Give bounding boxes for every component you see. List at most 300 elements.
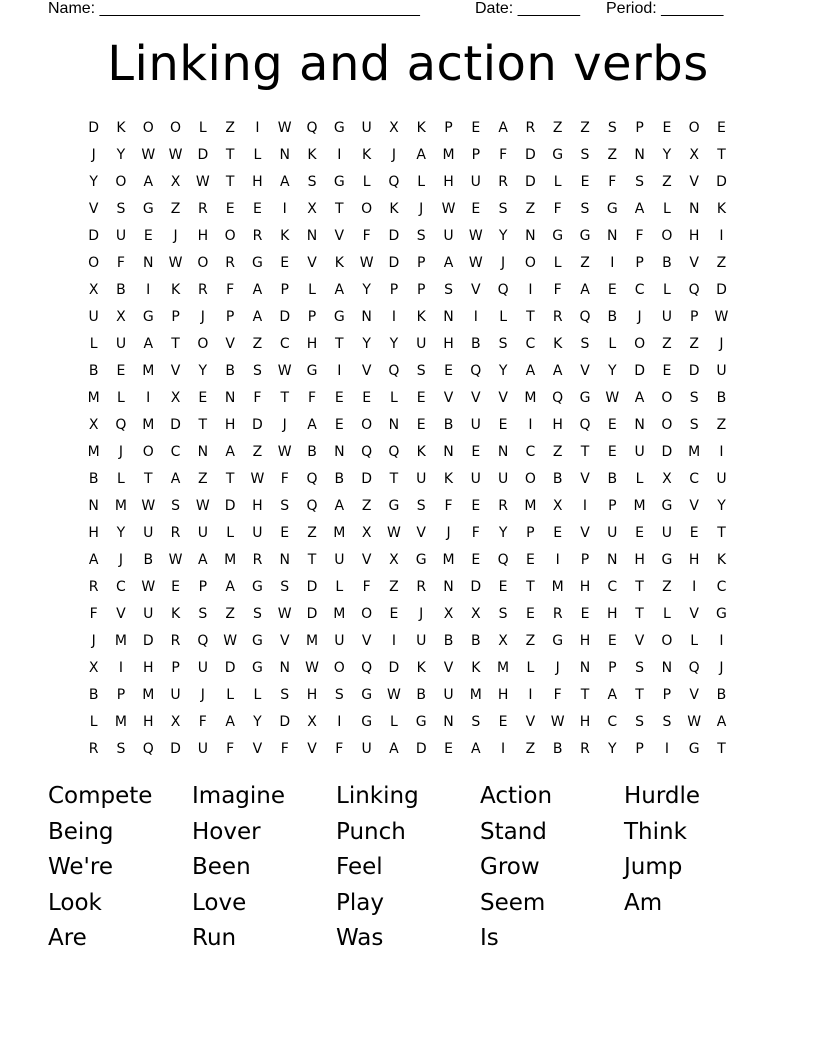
- grid-letter: G: [333, 173, 345, 190]
- grid-letter: Y: [362, 335, 371, 352]
- grid-letter: U: [661, 308, 672, 325]
- grid-letter: L: [226, 686, 235, 703]
- grid-letter: E: [607, 632, 617, 649]
- grid-letter: E: [334, 416, 344, 433]
- grid-letter: P: [416, 281, 426, 298]
- grid-letter: U: [197, 524, 208, 541]
- grid-row: [80, 573, 736, 600]
- grid-letter: Q: [388, 362, 400, 379]
- grid-letter: I: [282, 200, 287, 217]
- grid-letter: Y: [89, 173, 98, 190]
- grid-letter: M: [524, 497, 537, 514]
- grid-letter: V: [580, 524, 590, 541]
- grid-letter: C: [716, 578, 727, 595]
- grid-letter: Z: [580, 119, 590, 136]
- grid-letter: Q: [388, 443, 400, 460]
- grid-letter: L: [226, 524, 235, 541]
- grid-letter: G: [716, 605, 727, 622]
- grid-letter: U: [252, 524, 263, 541]
- grid-letter: W: [141, 497, 156, 514]
- grid-letter: R: [225, 254, 235, 271]
- grid-letter: J: [118, 443, 124, 460]
- grid-letter: G: [388, 497, 400, 514]
- grid-letter: U: [416, 335, 427, 352]
- grid-letter: A: [552, 362, 563, 379]
- grid-letter: M: [224, 551, 237, 568]
- grid-letter: V: [689, 254, 699, 271]
- grid-letter: E: [498, 578, 508, 595]
- grid-letter: J: [501, 254, 506, 271]
- grid-letter: C: [689, 470, 700, 487]
- grid-letter: A: [252, 281, 263, 298]
- grid-letter: E: [525, 551, 535, 568]
- grid-letter: F: [226, 740, 235, 757]
- grid-letter: Y: [253, 713, 262, 730]
- grid-letter: C: [525, 335, 536, 352]
- grid-letter: Q: [497, 551, 509, 568]
- grid-letter: J: [282, 416, 287, 433]
- grid-letter: J: [200, 686, 205, 703]
- grid-letter: V: [471, 281, 481, 298]
- grid-letter: N: [607, 227, 618, 244]
- grid-letter: Y: [116, 524, 126, 541]
- grid-letter: S: [416, 227, 426, 244]
- grid-letter: S: [307, 173, 317, 190]
- grid-letter: L: [690, 632, 699, 649]
- grid-letter: E: [198, 389, 208, 406]
- grid-letter: H: [88, 524, 99, 541]
- grid-letter: B: [471, 632, 481, 649]
- grid-letter: D: [142, 632, 154, 649]
- grid-letter: Z: [689, 335, 699, 352]
- grid-letter: E: [607, 443, 617, 460]
- grid-letter: Z: [170, 200, 181, 217]
- grid-letter: L: [117, 470, 125, 487]
- grid-letter: K: [389, 200, 399, 217]
- grid-letter: W: [168, 254, 183, 271]
- grid-letter: Z: [662, 173, 672, 190]
- grid-letter: F: [635, 227, 644, 244]
- word-bank-item: Play: [336, 889, 384, 916]
- grid-letter: I: [501, 740, 506, 757]
- grid-letter: W: [277, 443, 292, 460]
- word-bank-item: Is: [480, 925, 499, 951]
- grid-letter: A: [334, 497, 345, 514]
- grid-letter: F: [608, 173, 617, 190]
- grid-letter: S: [280, 686, 290, 703]
- grid-letter: M: [142, 686, 155, 703]
- grid-letter: W: [250, 470, 265, 487]
- grid-letter: S: [280, 497, 290, 514]
- grid-letter: F: [444, 497, 453, 514]
- grid-letter: T: [171, 335, 180, 352]
- grid-letter: P: [662, 686, 672, 703]
- grid-letter: E: [580, 173, 590, 190]
- grid-letter: E: [171, 578, 180, 595]
- grid-letter: R: [197, 281, 208, 298]
- grid-letter: C: [525, 443, 536, 460]
- grid-letter: I: [719, 227, 724, 244]
- grid-letter: F: [307, 389, 317, 406]
- grid-letter: K: [416, 308, 426, 325]
- grid-letter: J: [91, 632, 96, 649]
- word-bank-item: Punch: [336, 818, 406, 845]
- grid-letter: V: [307, 254, 317, 271]
- grid-letter: Q: [142, 740, 154, 757]
- grid-letter: P: [307, 308, 317, 325]
- grid-letter: U: [170, 686, 181, 703]
- grid-letter: Q: [361, 659, 373, 676]
- grid-letter: F: [226, 281, 235, 298]
- grid-letter: X: [389, 551, 399, 568]
- grid-letter: V: [443, 389, 454, 406]
- grid-letter: U: [115, 227, 127, 244]
- grid-letter: T: [143, 470, 153, 487]
- grid-letter: D: [388, 659, 400, 676]
- grid-letter: V: [88, 200, 99, 217]
- grid-letter: S: [635, 659, 645, 676]
- word-bank: [48, 780, 788, 958]
- grid-letter: Q: [470, 362, 482, 379]
- grid-letter: L: [362, 173, 371, 190]
- grid-letter: L: [253, 146, 262, 163]
- grid-letter: L: [390, 389, 398, 406]
- word-bank-item: Stand: [480, 818, 547, 845]
- grid-letter: E: [280, 524, 290, 541]
- grid-letter: L: [608, 335, 617, 352]
- grid-letter: S: [498, 200, 508, 217]
- grid-letter: D: [197, 146, 209, 163]
- grid-letter: U: [416, 470, 427, 487]
- grid-row: [80, 600, 736, 627]
- grid-letter: F: [362, 578, 371, 595]
- grid-letter: A: [443, 254, 454, 271]
- grid-letter: E: [334, 389, 344, 406]
- word-bank-item: Compete: [48, 783, 153, 809]
- grid-letter: A: [225, 713, 235, 730]
- grid-letter: O: [661, 389, 673, 406]
- grid-letter: P: [416, 254, 426, 271]
- grid-letter: D: [716, 281, 727, 298]
- grid-letter: A: [634, 389, 645, 406]
- grid-letter: E: [580, 605, 590, 622]
- grid-letter: U: [443, 686, 454, 703]
- grid-letter: G: [252, 632, 263, 649]
- grid-letter: T: [225, 173, 235, 190]
- grid-letter: M: [87, 443, 100, 460]
- grid-letter: Z: [525, 740, 536, 757]
- grid-letter: Z: [252, 335, 263, 352]
- grid-letter: T: [280, 389, 289, 406]
- grid-letter: C: [170, 443, 181, 460]
- grid-letter: F: [553, 281, 562, 298]
- grid-letter: W: [714, 308, 729, 325]
- grid-letter: W: [277, 605, 292, 622]
- grid-letter: P: [389, 281, 399, 298]
- grid-letter: X: [88, 659, 99, 676]
- grid-letter: V: [361, 362, 372, 379]
- grid-letter: A: [88, 551, 99, 568]
- grid-letter: U: [661, 524, 672, 541]
- grid-row: [80, 411, 736, 438]
- grid-letter: E: [662, 362, 672, 379]
- grid-letter: Y: [362, 281, 371, 298]
- grid-letter: X: [88, 416, 99, 433]
- grid-letter: L: [662, 281, 671, 298]
- grid-letter: U: [115, 335, 127, 352]
- grid-letter: I: [719, 443, 724, 460]
- grid-letter: N: [607, 551, 618, 568]
- grid-letter: G: [606, 200, 618, 217]
- grid-letter: T: [335, 200, 344, 217]
- grid-letter: P: [198, 578, 208, 595]
- grid-letter: K: [416, 119, 426, 136]
- grid-letter: T: [580, 686, 590, 703]
- grid-letter: Q: [688, 659, 700, 676]
- grid-letter: Y: [662, 146, 672, 163]
- grid-letter: R: [580, 740, 590, 757]
- grid-letter: D: [88, 119, 100, 136]
- grid-letter: U: [634, 443, 645, 460]
- grid-letter: L: [553, 173, 562, 190]
- grid-letter: W: [386, 686, 401, 703]
- grid-letter: X: [116, 308, 126, 325]
- grid-letter: L: [417, 173, 426, 190]
- grid-letter: L: [89, 335, 98, 352]
- grid-letter: S: [689, 416, 699, 433]
- grid-letter: W: [386, 524, 401, 541]
- grid-letter: G: [552, 227, 564, 244]
- grid-letter: O: [88, 254, 100, 271]
- grid-letter: X: [662, 470, 672, 487]
- grid-letter: O: [361, 605, 373, 622]
- grid-letter: W: [168, 551, 183, 568]
- word-bank-item: Was: [336, 925, 384, 951]
- grid-letter: H: [224, 416, 236, 433]
- grid-letter: D: [661, 443, 673, 460]
- grid-letter: A: [525, 362, 536, 379]
- grid-letter: E: [498, 416, 508, 433]
- grid-letter: J: [91, 146, 96, 163]
- grid-letter: N: [388, 416, 400, 433]
- grid-letter: S: [471, 713, 481, 730]
- grid-letter: Z: [716, 254, 727, 271]
- grid-letter: R: [197, 200, 208, 217]
- grid-letter: Z: [198, 470, 208, 487]
- grid-letter: L: [662, 200, 671, 217]
- grid-letter: C: [116, 578, 126, 595]
- grid-letter: A: [225, 443, 235, 460]
- grid-letter: V: [225, 335, 235, 352]
- grid-letter: X: [389, 119, 399, 136]
- student-info-header: [48, 0, 768, 20]
- grid-letter: Q: [306, 497, 318, 514]
- grid-letter: Z: [607, 146, 618, 163]
- grid-letter: T: [635, 605, 644, 622]
- grid-letter: N: [143, 254, 154, 271]
- grid-letter: V: [634, 632, 645, 649]
- grid-letter: O: [688, 119, 700, 136]
- grid-letter: P: [635, 740, 644, 757]
- grid-row: [80, 276, 736, 303]
- grid-letter: N: [688, 200, 700, 217]
- grid-letter: E: [143, 227, 153, 244]
- grid-letter: I: [146, 281, 151, 298]
- grid-letter: I: [528, 686, 533, 703]
- grid-letter: M: [305, 632, 319, 649]
- grid-letter: Q: [306, 119, 318, 136]
- grid-letter: D: [634, 362, 645, 379]
- grid-letter: N: [525, 227, 536, 244]
- grid-letter: L: [198, 119, 207, 136]
- grid-letter: P: [171, 659, 180, 676]
- grid-letter: P: [580, 551, 590, 568]
- grid-letter: H: [497, 686, 509, 703]
- grid-letter: O: [224, 227, 236, 244]
- grid-letter: S: [498, 605, 508, 622]
- grid-letter: U: [334, 551, 345, 568]
- grid-letter: N: [224, 389, 236, 406]
- grid-letter: G: [333, 119, 345, 136]
- grid-letter: R: [416, 578, 427, 595]
- grid-row: [80, 627, 736, 654]
- grid-letter: L: [253, 686, 262, 703]
- word-bank-item: Feel: [336, 854, 383, 880]
- grid-letter: E: [607, 281, 617, 298]
- grid-letter: K: [716, 200, 727, 217]
- grid-letter: T: [335, 335, 344, 352]
- grid-letter: V: [361, 632, 372, 649]
- grid-letter: P: [526, 524, 535, 541]
- grid-letter: D: [252, 416, 263, 433]
- grid-letter: E: [717, 119, 726, 136]
- grid-letter: E: [280, 254, 290, 271]
- grid-letter: R: [252, 551, 263, 568]
- grid-letter: J: [419, 200, 424, 217]
- grid-letter: D: [388, 227, 400, 244]
- grid-letter: T: [635, 686, 644, 703]
- grid-letter: M: [114, 713, 127, 730]
- grid-letter: U: [470, 416, 481, 433]
- grid-letter: Q: [497, 281, 509, 298]
- word-bank-item: Being: [48, 818, 114, 845]
- grid-letter: P: [608, 497, 617, 514]
- grid-letter: I: [391, 632, 396, 649]
- word-bank-item: Hover: [192, 818, 261, 845]
- grid-letter: T: [717, 146, 726, 163]
- grid-letter: P: [635, 119, 644, 136]
- grid-letter: H: [607, 605, 618, 622]
- grid-letter: R: [88, 740, 99, 757]
- grid-letter: T: [526, 578, 535, 595]
- grid-letter: B: [334, 470, 345, 487]
- grid-letter: E: [553, 524, 563, 541]
- grid-letter: O: [197, 254, 209, 271]
- grid-letter: K: [170, 605, 181, 622]
- grid-letter: Q: [197, 632, 209, 649]
- grid-letter: H: [579, 578, 591, 595]
- grid-letter: D: [306, 605, 318, 622]
- grid-letter: W: [141, 146, 156, 163]
- grid-letter: I: [664, 740, 669, 757]
- grid-letter: N: [197, 443, 209, 460]
- grid-letter: U: [197, 659, 208, 676]
- grid-letter: D: [470, 578, 482, 595]
- grid-letter: I: [337, 713, 342, 730]
- grid-letter: U: [197, 740, 208, 757]
- grid-letter: L: [335, 578, 344, 595]
- grid-letter: V: [525, 713, 536, 730]
- grid-letter: A: [225, 578, 235, 595]
- word-bank-item: Are: [48, 925, 87, 951]
- grid-letter: I: [255, 119, 260, 136]
- grid-letter: L: [526, 659, 535, 676]
- grid-letter: B: [143, 551, 154, 568]
- grid-letter: E: [471, 443, 481, 460]
- grid-row: [80, 735, 736, 762]
- grid-letter: K: [170, 281, 181, 298]
- grid-letter: J: [200, 308, 205, 325]
- grid-letter: D: [688, 362, 700, 379]
- grid-letter: L: [635, 470, 644, 487]
- grid-letter: U: [470, 173, 481, 190]
- grid-letter: P: [635, 254, 644, 271]
- grid-letter: G: [661, 497, 673, 514]
- grid-letter: V: [361, 551, 372, 568]
- grid-letter: X: [552, 497, 563, 514]
- grid-letter: S: [280, 578, 290, 595]
- grid-letter: X: [361, 524, 372, 541]
- grid-letter: E: [607, 416, 617, 433]
- grid-letter: P: [116, 686, 126, 703]
- grid-letter: X: [498, 632, 508, 649]
- grid-letter: L: [662, 605, 671, 622]
- grid-letter: S: [580, 200, 590, 217]
- grid-letter: S: [607, 119, 617, 136]
- grid-letter: Z: [580, 254, 590, 271]
- grid-letter: J: [555, 659, 560, 676]
- grid-row: [80, 708, 736, 735]
- grid-letter: O: [661, 632, 673, 649]
- grid-letter: O: [197, 335, 209, 352]
- grid-letter: P: [225, 308, 235, 325]
- grid-letter: D: [170, 740, 181, 757]
- grid-letter: T: [225, 146, 235, 163]
- grid-letter: E: [525, 605, 535, 622]
- grid-letter: Y: [717, 497, 726, 514]
- grid-letter: U: [361, 119, 372, 136]
- grid-letter: H: [252, 497, 263, 514]
- grid-letter: R: [498, 173, 508, 190]
- grid-letter: V: [252, 740, 263, 757]
- grid-letter: G: [579, 389, 591, 406]
- grid-letter: D: [279, 713, 291, 730]
- grid-letter: F: [553, 200, 562, 217]
- grid-letter: Z: [552, 443, 563, 460]
- grid-letter: U: [143, 605, 154, 622]
- grid-letter: E: [635, 524, 645, 541]
- grid-letter: M: [524, 389, 537, 406]
- grid-row: [80, 168, 736, 195]
- grid-letter: Y: [608, 362, 617, 379]
- grid-letter: H: [306, 335, 318, 352]
- grid-letter: A: [143, 173, 154, 190]
- word-bank-item: Run: [192, 925, 237, 951]
- grid-letter: M: [469, 686, 482, 703]
- grid-letter: M: [87, 389, 100, 406]
- grid-letter: E: [362, 389, 372, 406]
- grid-letter: N: [497, 443, 509, 460]
